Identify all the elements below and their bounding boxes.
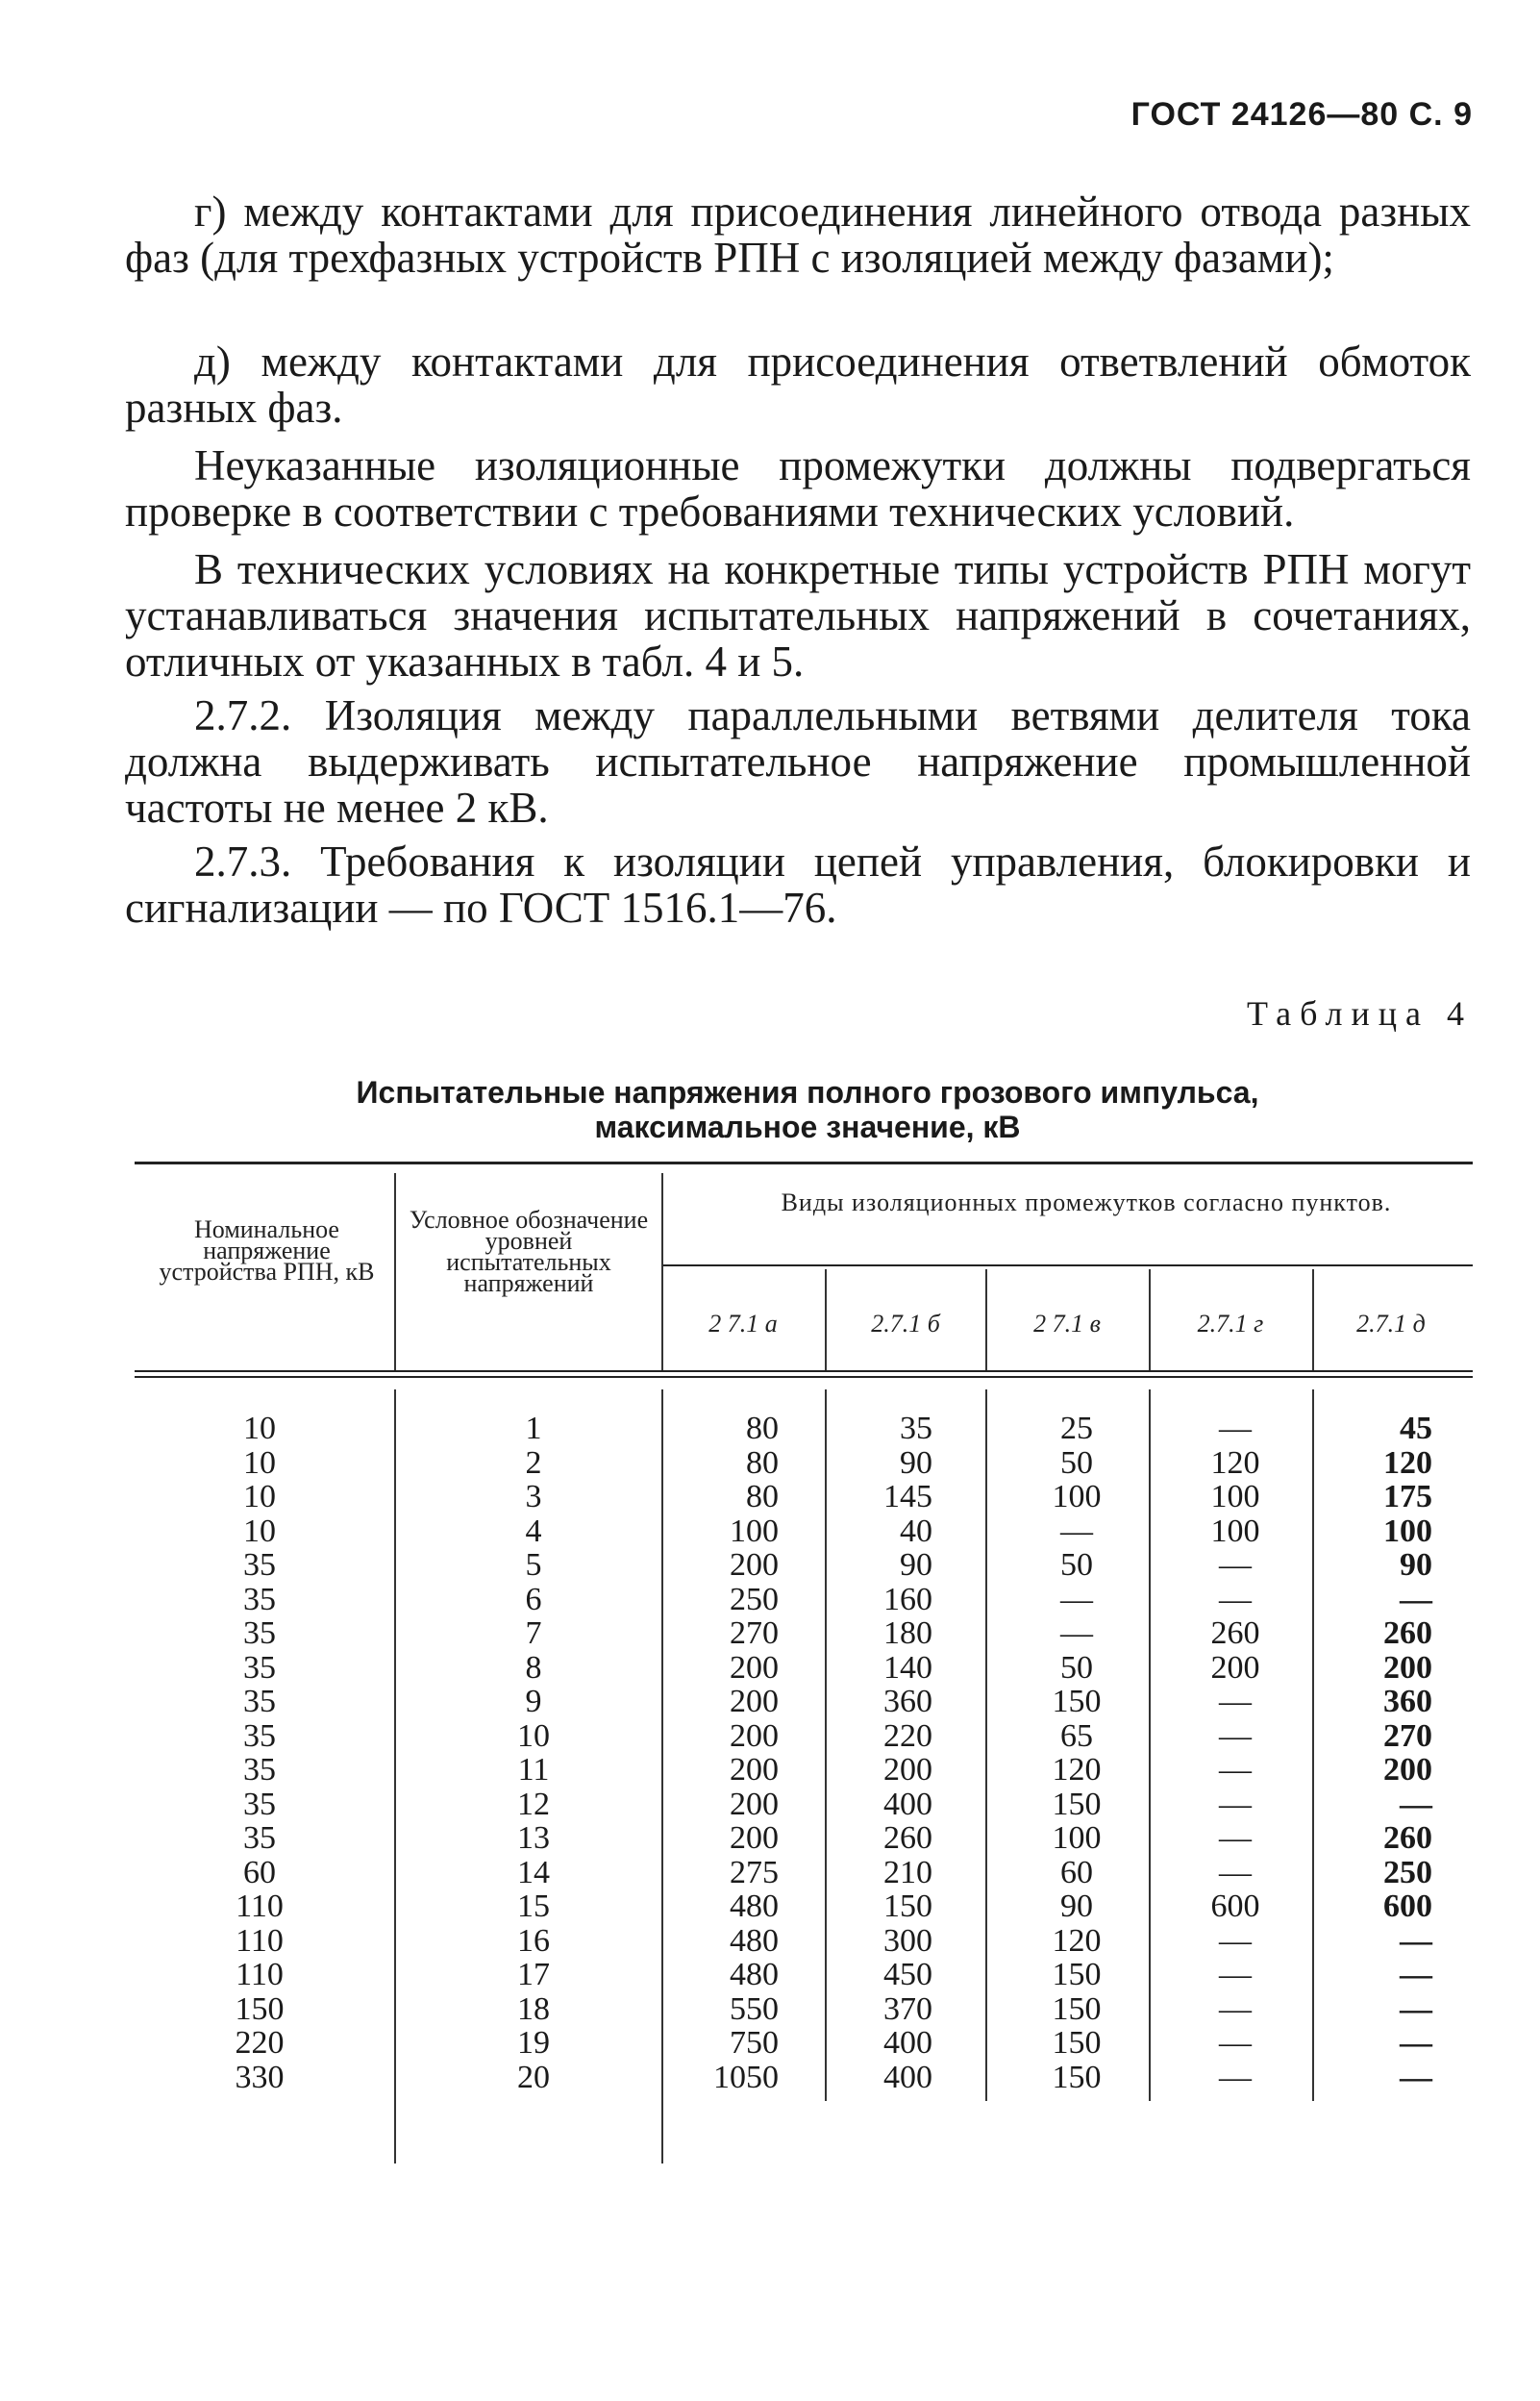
table-cell: 65 xyxy=(1060,1717,1093,1754)
table-header-rule-2 xyxy=(135,1376,1473,1378)
table-cell: 7 xyxy=(525,1615,542,1651)
table-cell: 100 xyxy=(1383,1513,1432,1549)
header-level-designation: Условное обозначение уровней испытательных напряжений xyxy=(409,1206,649,1297)
table-cell: 35 xyxy=(243,1786,276,1822)
table-cell: — xyxy=(1219,1547,1252,1583)
table-cell: — xyxy=(1400,1990,1432,2027)
table-cell: 150 xyxy=(235,1990,285,2027)
table-cell: 150 xyxy=(1052,1990,1102,2027)
table-cell: 17 xyxy=(517,1957,550,1992)
table-cell: — xyxy=(1219,1922,1252,1959)
column-level xyxy=(476,1412,591,2094)
table-cell: — xyxy=(1060,1581,1093,1617)
table-cell: 200 xyxy=(1383,1649,1432,1686)
table-cell: 35 xyxy=(243,1547,276,1583)
table-cell: — xyxy=(1219,1411,1252,1446)
table-cell: 80 xyxy=(746,1479,779,1514)
table-cell: 450 xyxy=(883,1957,932,1992)
column-nominal-voltage xyxy=(192,1412,327,2094)
table-title-line-2: максимальное значение, кВ xyxy=(594,1110,1021,1144)
header-2-7-1-d: 2.7.1 д xyxy=(1356,1310,1426,1338)
table-cell: 10 xyxy=(517,1717,550,1754)
paragraph-d: д) между контактами для присоединения ответвлений обмоток разных фаз. xyxy=(125,338,1471,432)
table-cell: 200 xyxy=(730,1717,779,1754)
table-cell: 90 xyxy=(900,1444,932,1481)
table-cell: 220 xyxy=(235,2025,285,2061)
table-cell: 250 xyxy=(730,1581,779,1617)
table-cell: 9 xyxy=(525,1684,542,1719)
table-cell: 200 xyxy=(730,1649,779,1686)
paragraph-2-7-2: 2.7.2. Изоляция между параллельными ветвями делителя тока должна выдерживать испытательное напряжение промышленной частоты не менее 2 кВ. xyxy=(125,691,1471,832)
table-cell: 150 xyxy=(1052,1684,1102,1719)
table-cell: — xyxy=(1219,1990,1252,2027)
table-cell: 600 xyxy=(1383,1888,1432,1924)
table-cell: 300 xyxy=(883,1922,932,1959)
column-2-7-1-g xyxy=(1182,1412,1288,2094)
table-cell: 14 xyxy=(517,1854,550,1890)
table-cell: 600 xyxy=(1210,1888,1260,1924)
table-cell: 200 xyxy=(730,1547,779,1583)
table-cell: 210 xyxy=(883,1854,932,1890)
body-divider-4 xyxy=(985,1389,987,2101)
table-cell: 110 xyxy=(236,1922,284,1959)
table-cell: 200 xyxy=(730,1820,779,1856)
table-cell: 275 xyxy=(730,1854,779,1890)
table-cell: 35 xyxy=(900,1411,932,1446)
table-cell: 220 xyxy=(883,1717,932,1754)
table-cell: 6 xyxy=(525,1581,542,1617)
table-cell: 110 xyxy=(236,1888,284,1924)
table-cell: 360 xyxy=(883,1684,932,1719)
table-cell: 19 xyxy=(517,2025,550,2061)
table-cell: — xyxy=(1219,2025,1252,2061)
table-cell: — xyxy=(1400,2025,1432,2061)
table-cell: 180 xyxy=(883,1615,932,1651)
table-cell: 5 xyxy=(525,1547,542,1583)
table-cell: 360 xyxy=(1383,1684,1432,1719)
table-cell: 15 xyxy=(517,1888,550,1924)
table-cell: 140 xyxy=(883,1649,932,1686)
table-cell: 16 xyxy=(517,1922,550,1959)
table-cell: 480 xyxy=(730,1922,779,1959)
table-cell: 260 xyxy=(883,1820,932,1856)
header-divider-2 xyxy=(661,1173,663,1370)
table-cell: 400 xyxy=(883,2059,932,2095)
table-cell: 200 xyxy=(1210,1649,1260,1686)
page-header: ГОСТ 24126—80 С. 9 xyxy=(1130,96,1473,133)
column-2-7-1-v xyxy=(1029,1412,1125,2094)
table-cell: 175 xyxy=(1383,1479,1432,1514)
table-cell: 2 xyxy=(525,1444,542,1481)
table-cell: 150 xyxy=(1052,2025,1102,2061)
table-cell: 25 xyxy=(1060,1411,1093,1446)
table-cell: 50 xyxy=(1060,1547,1093,1583)
table-cell: 120 xyxy=(1383,1444,1432,1481)
table-cell: 10 xyxy=(243,1411,276,1446)
table-cell: 150 xyxy=(883,1888,932,1924)
table-cell: 35 xyxy=(243,1684,276,1719)
table-cell: — xyxy=(1400,1957,1432,1992)
table-cell: 330 xyxy=(235,2059,285,2095)
table-cell: 1050 xyxy=(713,2059,779,2095)
table-cell: 120 xyxy=(1052,1922,1102,1959)
paragraph-g: г) между контактами для присоединения линейного отвода разных фаз (для трехфазных устройств РПН с изоляцией между фазами); xyxy=(125,188,1471,282)
table-title-line-1: Испытательные напряжения полного грозового импульса, xyxy=(356,1075,1259,1110)
table-cell: 110 xyxy=(236,1957,284,1992)
table-cell: 1 xyxy=(525,1411,542,1446)
table-cell: 750 xyxy=(730,2025,779,2061)
table-cell: 4 xyxy=(525,1513,542,1549)
table-cell: 200 xyxy=(730,1684,779,1719)
table-cell: 12 xyxy=(517,1786,550,1822)
header-divider-1 xyxy=(394,1173,396,1370)
table-cell: — xyxy=(1219,1786,1252,1822)
header-nominal-voltage: Номинальное напряжение устройства РПН, кВ xyxy=(159,1215,375,1286)
table-header-rule-1 xyxy=(135,1370,1473,1372)
table-cell: — xyxy=(1219,1717,1252,1754)
table-cell: 10 xyxy=(243,1444,276,1481)
table-cell: — xyxy=(1219,1957,1252,1992)
body-divider-1 xyxy=(394,1389,396,2163)
table-top-rule xyxy=(135,1162,1473,1164)
table-cell: — xyxy=(1219,1820,1252,1856)
table-cell: 45 xyxy=(1400,1411,1432,1446)
table-cell: — xyxy=(1219,1581,1252,1617)
table-cell: 50 xyxy=(1060,1649,1093,1686)
body-divider-5 xyxy=(1149,1389,1151,2101)
table-cell: — xyxy=(1060,1615,1093,1651)
table-cell: 35 xyxy=(243,1717,276,1754)
table-subheader-rule xyxy=(661,1264,1473,1266)
paragraph-unspecified-gaps: Неуказанные изоляционные промежутки должны подвергаться проверке в соответствии с требованиями технических условий. xyxy=(125,441,1471,536)
table-cell: — xyxy=(1400,1786,1432,1822)
table-cell: 200 xyxy=(730,1786,779,1822)
table-cell: 10 xyxy=(243,1513,276,1549)
table-cell: 480 xyxy=(730,1957,779,1992)
table-cell: — xyxy=(1400,1922,1432,1959)
table-cell: 150 xyxy=(1052,1786,1102,1822)
body-divider-6 xyxy=(1312,1389,1314,2101)
table-cell: 35 xyxy=(243,1649,276,1686)
table-cell: 11 xyxy=(517,1752,550,1788)
table-cell: 18 xyxy=(517,1990,550,2027)
table-cell: 100 xyxy=(1210,1479,1260,1514)
column-2-7-1-d xyxy=(1327,1412,1432,2094)
table-cell: 100 xyxy=(730,1513,779,1549)
table-cell: 40 xyxy=(900,1513,932,1549)
table-cell: 100 xyxy=(1052,1479,1102,1514)
table-cell: 200 xyxy=(730,1752,779,1788)
table-cell: — xyxy=(1219,1854,1252,1890)
table-cell: 60 xyxy=(243,1854,276,1890)
table-cell: 400 xyxy=(883,2025,932,2061)
table-cell: 150 xyxy=(1052,2059,1102,2095)
header-2-7-1-a: 2 7.1 а xyxy=(708,1310,778,1338)
table-cell: 260 xyxy=(1383,1820,1432,1856)
table-cell: 145 xyxy=(883,1479,932,1514)
table-cell: 480 xyxy=(730,1888,779,1924)
table-cell: 80 xyxy=(746,1411,779,1446)
table-cell: 150 xyxy=(1052,1957,1102,1992)
table-cell: 100 xyxy=(1052,1820,1102,1856)
header-gap-types: Виды изоляционных промежутков согласно пунктов. xyxy=(781,1188,1392,1216)
table-cell: 8 xyxy=(525,1649,542,1686)
table-cell: 90 xyxy=(1060,1888,1093,1924)
table-cell: — xyxy=(1060,1513,1093,1549)
table-cell: 10 xyxy=(243,1479,276,1514)
table-cell: 90 xyxy=(900,1547,932,1583)
paragraph-technical-conditions: В технических условиях на конкретные типы устройств РПН могут устанавливаться значения испытательных напряжений в сочетаниях, отличных от указанных в табл. 4 и 5. xyxy=(125,545,1471,686)
header-2-7-1-g: 2.7.1 г xyxy=(1197,1310,1264,1338)
table-cell: 13 xyxy=(517,1820,550,1856)
table-cell: 270 xyxy=(1383,1717,1432,1754)
table-cell: 120 xyxy=(1052,1752,1102,1788)
table-cell: 200 xyxy=(1383,1752,1432,1788)
table-cell: 260 xyxy=(1383,1615,1432,1651)
table-cell: 50 xyxy=(1060,1444,1093,1481)
table-cell: 90 xyxy=(1400,1547,1432,1583)
table-cell: 550 xyxy=(730,1990,779,2027)
table-cell: 60 xyxy=(1060,1854,1093,1890)
table-cell: — xyxy=(1400,1581,1432,1617)
table-cell: 20 xyxy=(517,2059,550,2095)
table-title xyxy=(135,1075,1480,1144)
table-cell: 100 xyxy=(1210,1513,1260,1549)
table-cell: 160 xyxy=(883,1581,932,1617)
table-cell: 80 xyxy=(746,1444,779,1481)
table-label: Таблица 4 xyxy=(1247,994,1473,1033)
table-cell: 270 xyxy=(730,1615,779,1651)
table-cell: 250 xyxy=(1383,1854,1432,1890)
table-cell: 35 xyxy=(243,1581,276,1617)
table-cell: — xyxy=(1219,1684,1252,1719)
table-cell: 120 xyxy=(1210,1444,1260,1481)
column-2-7-1-a xyxy=(663,1412,779,2094)
table-cell: 370 xyxy=(883,1990,932,2027)
table-cell: 260 xyxy=(1210,1615,1260,1651)
table-cell: — xyxy=(1219,2059,1252,2095)
table-cell: — xyxy=(1400,2059,1432,2095)
table-cell: 400 xyxy=(883,1786,932,1822)
table-cell: 35 xyxy=(243,1820,276,1856)
table-cell: 35 xyxy=(243,1615,276,1651)
table-cell: 35 xyxy=(243,1752,276,1788)
table-cell: — xyxy=(1219,1752,1252,1788)
column-2-7-1-b xyxy=(827,1412,932,2094)
header-2-7-1-b: 2.7.1 б xyxy=(871,1310,940,1338)
table-cell: 200 xyxy=(883,1752,932,1788)
header-2-7-1-v: 2 7.1 в xyxy=(1033,1310,1101,1338)
paragraph-2-7-3: 2.7.3. Требования к изоляции цепей управления, блокировки и сигнализации — по ГОСТ 1516.1—76. xyxy=(125,838,1471,932)
table-cell: 3 xyxy=(525,1479,542,1514)
